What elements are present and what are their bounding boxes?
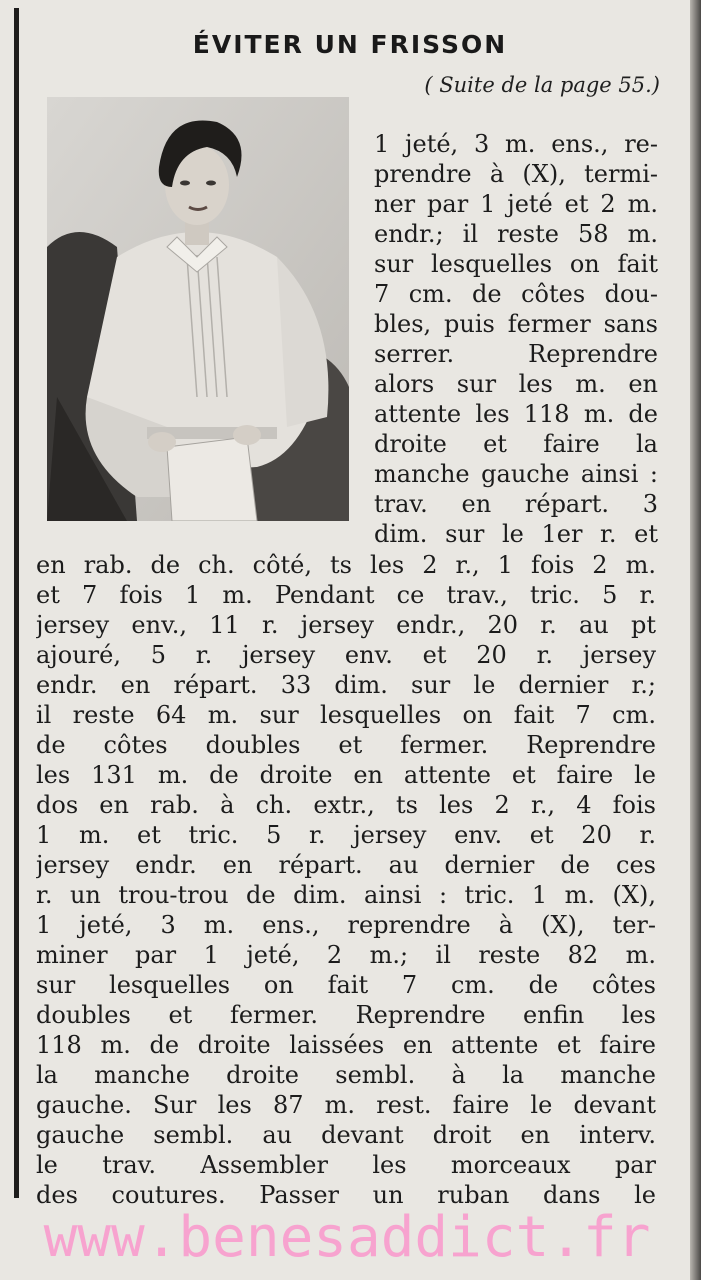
- body-line: de côtes doubles et fermer. Reprendre: [36, 731, 656, 759]
- site-watermark: www.benesaddict.fr: [43, 1208, 651, 1268]
- article-title: ÉVITER UN FRISSON: [192, 30, 508, 59]
- body-line: manche gauche ainsi :: [374, 460, 658, 488]
- body-line: droite et faire la: [374, 430, 658, 458]
- left-margin-rule: [14, 8, 19, 1198]
- body-line: 1 m. et tric. 5 r. jersey env. et 20 r.: [36, 821, 656, 849]
- body-line: prendre à (X), termi-: [374, 160, 658, 188]
- body-line: endr.; il reste 58 m.: [374, 220, 658, 248]
- page-edge-shadow: [690, 0, 701, 1280]
- body-line: dim. sur le 1er r. et: [374, 520, 658, 548]
- body-line: miner par 1 jeté, 2 m.; il reste 82 m.: [36, 941, 656, 969]
- body-line: trav. en répart. 3: [374, 490, 658, 518]
- body-line: attente les 118 m. de: [374, 400, 658, 428]
- body-line: sur lesquelles on fait 7 cm. de côtes: [36, 971, 656, 999]
- body-line: endr. en répart. 33 dim. sur le dernier r.;: [36, 671, 656, 699]
- body-line: gauche. Sur les 87 m. rest. faire le devant: [36, 1091, 656, 1119]
- body-line: 7 cm. de côtes dou-: [374, 280, 658, 308]
- body-line: alors sur les m. en: [374, 370, 658, 398]
- body-line: jersey endr. en répart. au dernier de ces: [36, 851, 656, 879]
- body-line: bles, puis fermer sans: [374, 310, 658, 338]
- body-line: dos en rab. à ch. extr., ts les 2 r., 4 fois: [36, 791, 656, 819]
- woman-portrait-photo: [47, 97, 349, 521]
- body-line: 1 jeté, 3 m. ens., re-: [374, 130, 658, 158]
- body-line: 118 m. de droite laissées en attente et faire: [36, 1031, 656, 1059]
- body-line: les 131 m. de droite en attente et faire le: [36, 761, 656, 789]
- body-line: doubles et fermer. Reprendre enfin les: [36, 1001, 656, 1029]
- portrait-photo-icon: [47, 97, 349, 521]
- body-line: ner par 1 jeté et 2 m.: [374, 190, 658, 218]
- body-line: 1 jeté, 3 m. ens., reprendre à (X), ter-: [36, 911, 656, 939]
- body-line: jersey env., 11 r. jersey endr., 20 r. au pt: [36, 611, 656, 639]
- body-line: le trav. Assembler les morceaux par: [36, 1151, 656, 1179]
- body-line: des coutures. Passer un ruban dans le: [36, 1181, 656, 1209]
- body-line: et 7 fois 1 m. Pendant ce trav., tric. 5 r.: [36, 581, 656, 609]
- body-line: il reste 64 m. sur lesquelles on fait 7 cm.: [36, 701, 656, 729]
- body-line: en rab. de ch. côté, ts les 2 r., 1 fois 2 m.: [36, 551, 656, 579]
- continuation-note: ( Suite de la page 55.): [424, 73, 660, 97]
- body-line: r. un trou-trou de dim. ainsi : tric. 1 m. (X),: [36, 881, 656, 909]
- body-line: la manche droite sembl. à la manche: [36, 1061, 656, 1089]
- body-line: gauche sembl. au devant droit en interv.: [36, 1121, 656, 1149]
- body-line: serrer. Reprendre: [374, 340, 658, 368]
- body-line: ajouré, 5 r. jersey env. et 20 r. jersey: [36, 641, 656, 669]
- body-line: sur lesquelles on fait: [374, 250, 658, 278]
